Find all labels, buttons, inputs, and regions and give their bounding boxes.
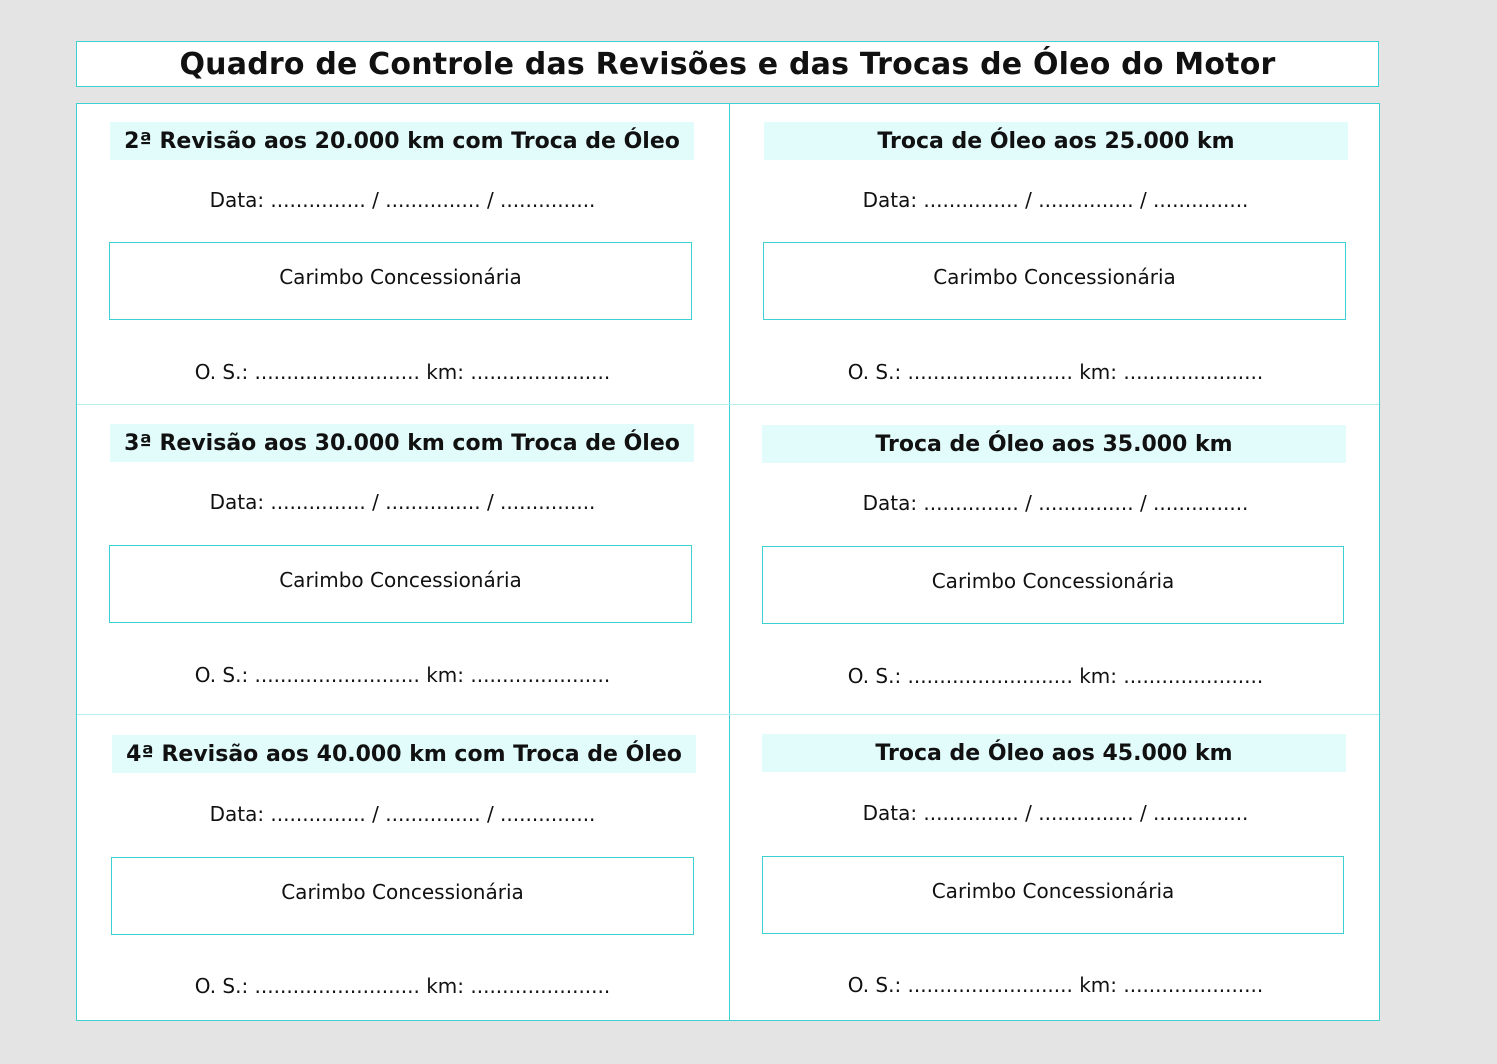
date-field: Data: ............... / ............... / ...............: [209, 802, 596, 826]
os-km-field: O. S.: .......................... km: ......................: [194, 360, 611, 384]
stamp-label: Carimbo Concessionária: [279, 265, 522, 289]
dealer-stamp-box: [109, 242, 692, 320]
service-cell: [730, 104, 1381, 404]
os-km-field: O. S.: .......................... km: ......................: [847, 973, 1264, 997]
cell-heading: 4ª Revisão aos 40.000 km com Troca de Óleo: [112, 735, 696, 773]
service-cell: [77, 104, 728, 404]
date-field: Data: ............... / ............... / ...............: [209, 188, 596, 212]
stamp-label: Carimbo Concessionária: [281, 880, 524, 904]
service-cell: [730, 714, 1381, 1020]
date-field: Data: ............... / ............... / ...............: [862, 188, 1249, 212]
dealer-stamp-box: [762, 546, 1344, 624]
date-field: Data: ............... / ............... / ...............: [862, 491, 1249, 515]
date-field: Data: ............... / ............... / ...............: [862, 801, 1249, 825]
stamp-label: Carimbo Concessionária: [279, 568, 522, 592]
cell-heading: Troca de Óleo aos 25.000 km: [764, 122, 1348, 160]
service-cell: [77, 714, 728, 1020]
os-km-field: O. S.: .......................... km: ......................: [847, 664, 1264, 688]
dealer-stamp-box: [111, 857, 694, 935]
dealer-stamp-box: [763, 242, 1346, 320]
os-km-field: O. S.: .......................... km: ......................: [194, 663, 611, 687]
cell-heading: Troca de Óleo aos 45.000 km: [762, 734, 1346, 772]
dealer-stamp-box: [109, 545, 692, 623]
control-grid: [76, 103, 1380, 1021]
stamp-label: Carimbo Concessionária: [933, 265, 1176, 289]
os-km-field: O. S.: .......................... km: ......................: [194, 974, 611, 998]
cell-heading: Troca de Óleo aos 35.000 km: [762, 425, 1346, 463]
cell-heading: 2ª Revisão aos 20.000 km com Troca de Óleo: [110, 122, 694, 160]
title-box: [76, 41, 1379, 87]
cell-heading: 3ª Revisão aos 30.000 km com Troca de Óleo: [110, 424, 694, 462]
date-field: Data: ............... / ............... / ...............: [209, 490, 596, 514]
stamp-label: Carimbo Concessionária: [931, 879, 1175, 903]
os-km-field: O. S.: .......................... km: ......................: [847, 360, 1264, 384]
service-cell: [730, 404, 1381, 714]
page-title: Quadro de Controle das Revisões e das Trocas de Óleo do Motor: [179, 46, 1276, 82]
service-cell: [77, 404, 728, 714]
stamp-label: Carimbo Concessionária: [931, 569, 1175, 593]
dealer-stamp-box: [762, 856, 1344, 934]
